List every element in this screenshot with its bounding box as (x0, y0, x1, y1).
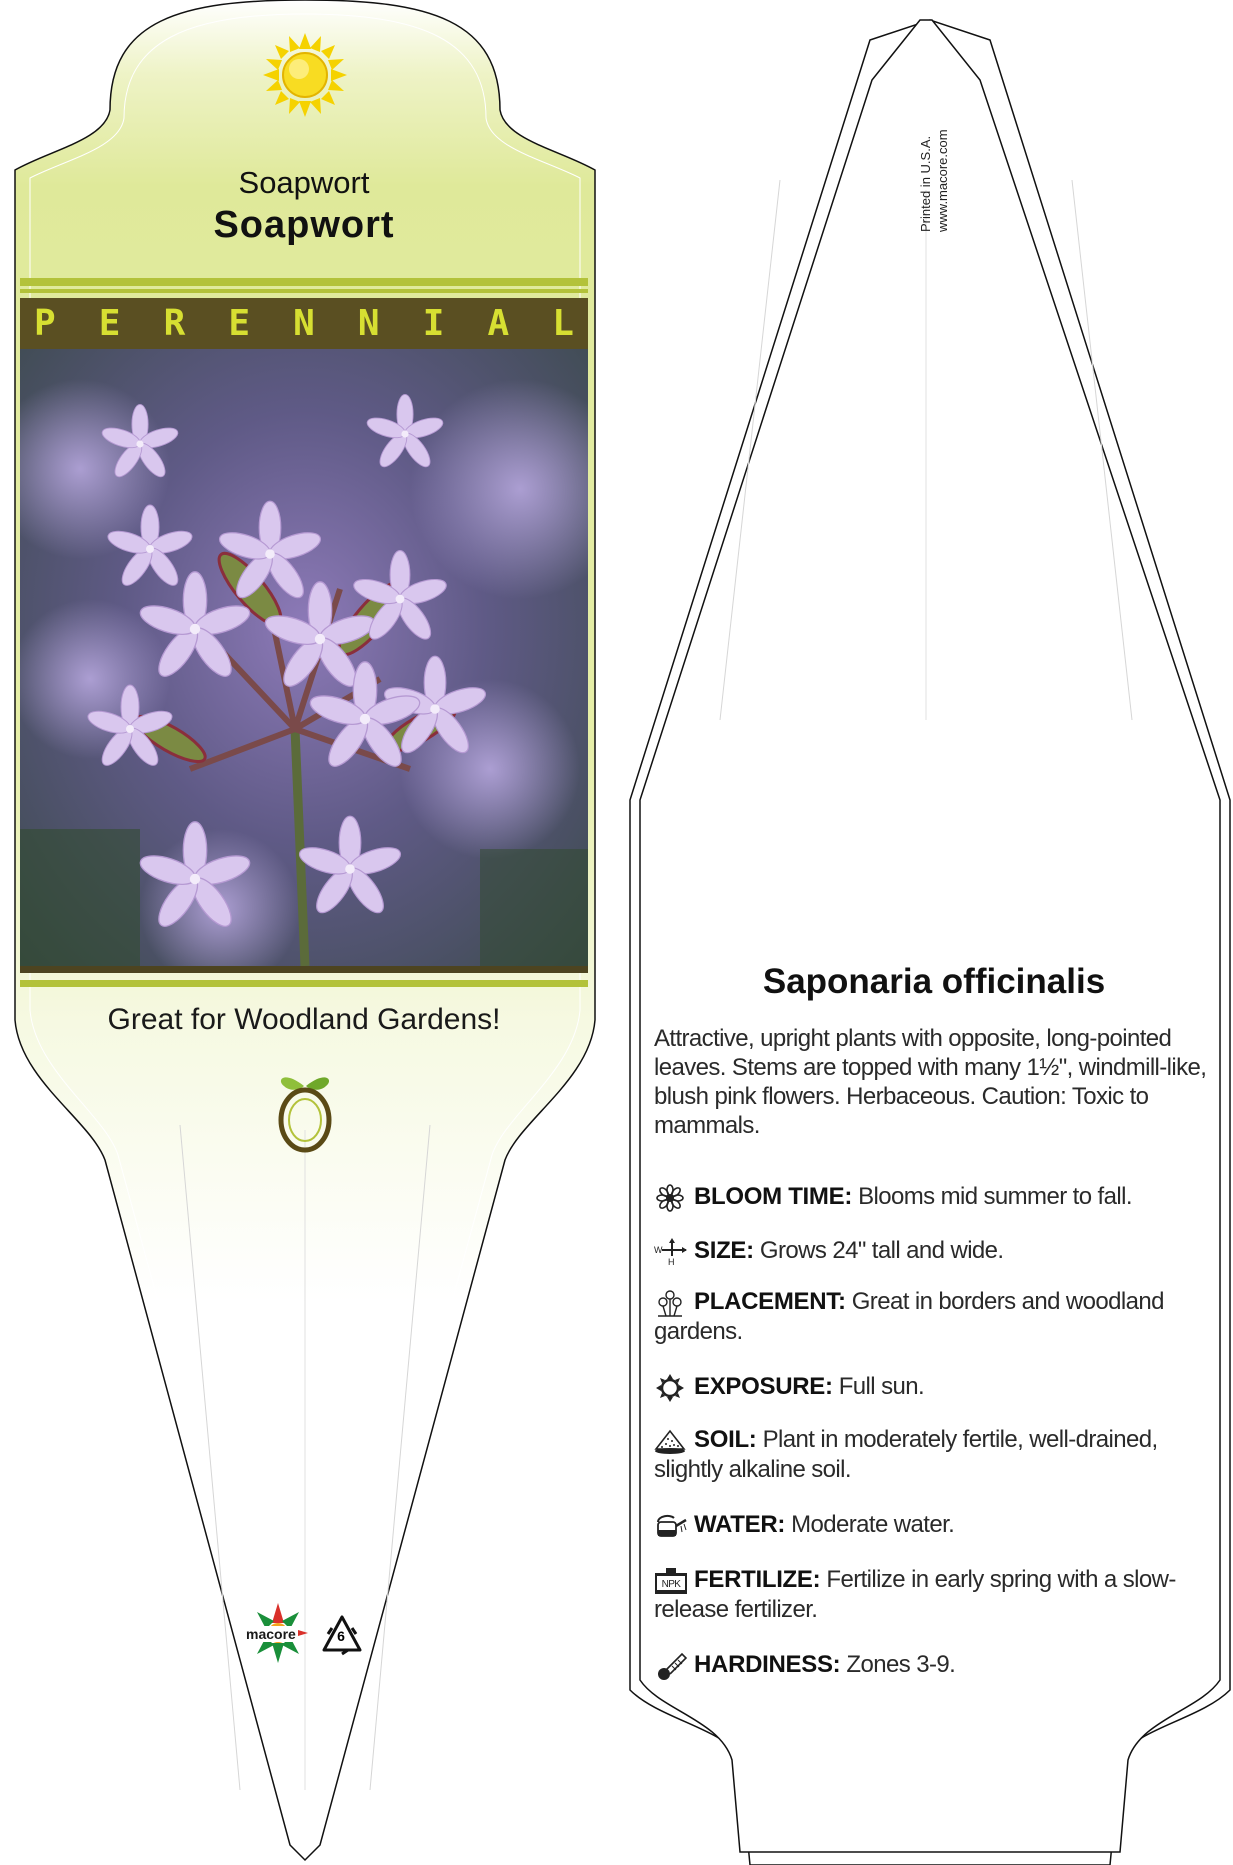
watering-can-icon (654, 1512, 690, 1540)
category-letter: R (163, 303, 186, 344)
printed-info (917, 62, 951, 232)
botanical-name: Saponaria officinalis (762, 962, 1106, 1001)
soil-icon (654, 1427, 690, 1455)
info-text: Blooms mid summer to fall. (852, 1183, 1132, 1210)
info-text: Zones 3-9. (840, 1651, 956, 1678)
info-label: SOIL: (694, 1426, 757, 1453)
info-label: PLACEMENT: (694, 1288, 846, 1315)
size-h: H (668, 1256, 674, 1266)
plant-description: Attractive, upright plants with opposite, long-pointed leaves. Stems are topped with many 1½", windmill-like, blush pink flowers. Herbaceous. Caution: Toxic to mammals. (654, 1025, 1207, 1139)
npk-icon (654, 1567, 690, 1595)
category-bar (20, 298, 588, 349)
category-letter: E (228, 303, 251, 344)
flower-icon (654, 1184, 690, 1212)
recycle-number: 6 (337, 1628, 345, 1644)
band-line (20, 289, 588, 293)
size-icon (654, 1238, 690, 1266)
info-text: Great in borders and woodland gardens. (654, 1288, 1164, 1345)
seed-logo-icon (274, 1066, 336, 1156)
band-line (20, 980, 588, 987)
common-name-primary: Soapwort (238, 165, 370, 200)
info-label: BLOOM TIME: (694, 1183, 853, 1210)
info-label: WATER: (694, 1511, 786, 1538)
printed-website: www.macore.com (935, 129, 950, 232)
photo-bottom-bar (20, 966, 588, 973)
tagline: Great for Woodland Gardens! (107, 1003, 501, 1036)
thermometer-icon (654, 1652, 690, 1680)
info-row-hardiness (654, 1650, 1224, 1680)
plant-photo-image (20, 349, 588, 966)
category-letter: L (552, 303, 574, 344)
info-text: Fertilize in early spring with a slow-release fertilizer. (654, 1566, 1176, 1623)
info-row-size (654, 1236, 1224, 1266)
brand-name: macore (246, 1626, 296, 1642)
category-letter: N (293, 303, 315, 344)
info-text: Plant in moderately fertile, well-drained, slightly alkaline soil. (654, 1426, 1158, 1483)
full-sun-icon (262, 32, 348, 118)
common-name-secondary: Soapwort (213, 204, 395, 246)
category-letter: I (422, 303, 445, 344)
info-label: EXPOSURE: (694, 1373, 833, 1400)
category-letter: A (487, 303, 510, 344)
info-label: HARDINESS: (694, 1651, 841, 1678)
category-letter: E (98, 303, 121, 344)
printed-country: Printed in U.S.A. (918, 135, 933, 232)
band-line (20, 278, 588, 286)
info-text: Full sun. (832, 1373, 925, 1400)
size-w: W (654, 1244, 662, 1255)
info-row-bloom-time (654, 1182, 1224, 1212)
info-label: FERTILIZE: (694, 1566, 821, 1593)
info-row-fertilize (654, 1565, 1224, 1624)
npk-text: NPK (661, 1578, 681, 1590)
info-row-exposure (654, 1372, 1224, 1402)
category-letter: N (357, 303, 380, 344)
category-letter: P (34, 303, 56, 344)
info-text: Moderate water. (785, 1511, 955, 1538)
info-row-placement (654, 1287, 1224, 1346)
info-row-soil (654, 1425, 1224, 1484)
info-label: SIZE: (694, 1237, 754, 1264)
sun-outline-icon (654, 1374, 690, 1402)
info-text: Grows 24" tall and wide. (753, 1237, 1004, 1264)
info-row-water (654, 1510, 1224, 1540)
plants-icon (654, 1289, 690, 1317)
plant-photo (20, 349, 588, 966)
